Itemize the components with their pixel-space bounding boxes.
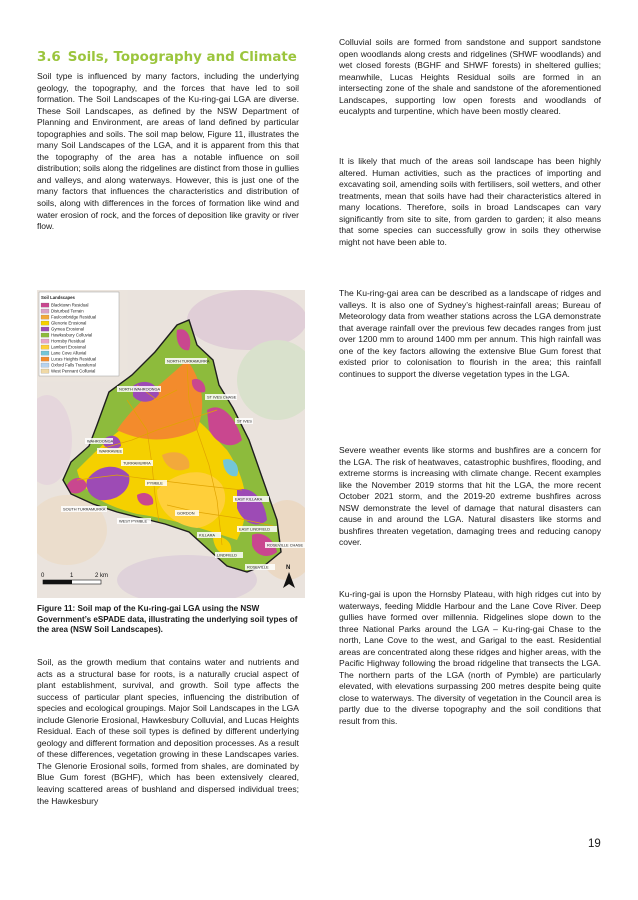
paragraph-rainfall: The Ku-ring-gai area can be described as a landscape of ridges and valleys. It is also one of Sydney’s highest-rainfall areas; Bureau of Meteorology data from weather stations across the LGA demonstrate that average rainfall over the previous few decades ranges from just over 1200 mm to around 1400 mm per annum. This high rainfall was one of the key factors allowing the extensive Blue Gum forest that existed prior to colonisation to flourish in the area; this rainfall continues to support the diverse vegetation types in the LGA. [339, 288, 601, 379]
legend-title: Soil Landscapes [41, 295, 75, 300]
legend-swatch [41, 333, 49, 337]
scale-zero: 0 [41, 573, 45, 579]
label-east-killara: EAST KILLARA [235, 496, 263, 502]
legend-swatch [41, 363, 49, 367]
legend-label: Hornsby Residual [51, 338, 85, 344]
scale-two: 2 km [95, 573, 109, 579]
paragraph-soil-types: Soil type is influenced by many factors, including the underlying geology, the topography, and the forces that have led to soil formation. The Soil Landscapes of the Ku-ring-gai LGA are diverse. These Soil Landscapes, as defined by the NSW Department of Planning and Environment, are areas of land defined by particular topographies and soils. The soil map below, Figure 11, illustrates the many Soil Landscapes of the LGA, and it is apparent from this that the topography of the area has a notable influence on soil distribution; soils along the ridgelines are distinct from those in gullies and valleys, and along waterways. However, this is just one of the many factors that influences the characteristics and distribution of soils, along with differences in the forces of formation like wind and water erosion of rock, and the forces of deposition like gravity or river flow. [37, 71, 299, 232]
legend-label: Hawkesbury Colluvial [51, 332, 93, 338]
legend-swatch [41, 315, 49, 319]
legend-label: Gymea Erosional [51, 326, 84, 332]
label-north-wahroonga: NORTH WAHROONGA [119, 386, 161, 392]
legend-label: Glenorie Erosional [51, 320, 87, 326]
legend-label: Disturbed Terrain [51, 308, 84, 314]
label-st-ives-chase: ST IVES CHASE [207, 394, 237, 400]
legend-swatch [41, 309, 49, 313]
legend-swatch [41, 339, 49, 343]
label-lindfield: LINDFIELD [217, 552, 237, 558]
legend-label: Lambert Erosional [51, 344, 86, 350]
legend-swatch [41, 351, 49, 355]
legend-swatch [41, 303, 49, 307]
legend-swatch [41, 357, 49, 361]
legend-swatch [41, 345, 49, 349]
label-pymble: PYMBLE [147, 480, 163, 486]
soil-map-figure [37, 290, 305, 598]
section-heading [37, 50, 297, 65]
scale-one: 1 [70, 573, 74, 579]
paragraph-severe-weather: Severe weather events like storms and bushfires are a concern for the LGA. The risk of heatwaves, catastrophic bushfires, flooding, and extreme storms is increasing with climate change. Recent examples like the November 2019 storms that hit the LGA, the more recent October 2021 storm, and the 2019-20 extreme bushfires across NSW demonstrate the level of damage that natural disasters can cause in and around the LGA. Natural disasters like storms and bushfires threaten vegetation, damaging trees and reducing canopy cover. [339, 445, 601, 548]
paragraph-colluvial-soils: Colluvial soils are formed from sandstone and support sandstone open woodlands along crests and ridgelines (SHWF woodlands) and wet closed forests (BGHF and SHWF forests) in sheltered gullies; meanwhile, Lucas Heights Residual soils are formed in an intersecting zone of the shale and sandstone of the aforementioned Landscapes, supporting low open forests and woodlands of eucalypts and turpentine, which have been mostly cleared. [339, 37, 601, 117]
legend-label: Lane Cove Alluvial [51, 350, 87, 356]
map-legend [39, 292, 119, 376]
legend-swatch [41, 369, 49, 373]
north-arrow-label: N [286, 565, 291, 571]
label-warrawee: WARRAWEE [99, 448, 123, 454]
label-west-pymble: WEST PYMBLE [119, 518, 148, 524]
label-wahroonga: WAHROONGA [87, 438, 114, 444]
label-turramurra: TURRAMURRA [123, 460, 151, 466]
legend-label: Faulconbridge Residual [51, 314, 97, 320]
legend-label: West Pennant Colluvial [51, 368, 96, 374]
legend-swatch [41, 321, 49, 325]
soil-map [37, 290, 305, 598]
label-north-turramurra: NORTH TURRAMURRA [167, 358, 210, 364]
legend-swatch [41, 327, 49, 331]
label-south-turramurra: SOUTH TURRAMURRA [63, 506, 106, 512]
page-number: 19 [588, 838, 601, 850]
paragraph-topography: Ku-ring-gai is upon the Hornsby Plateau, with high ridges cut into by waterways, feeding Middle Harbour and the Lane Cove River. Deep gullies have formed over millennia. Ridgelines slope down to the three National Parks around the LGA – Ku-ring-gai Chase to the north, Lane Cove to the west, and Garigal to the east. Residential areas are concentrated along these ridges and higher areas, with the Pacific Highway following the broad ridgeline that transects the LGA. The northern parts of the LGA (north of Pymble) are particularly elevated, with elevations surpassing 200 metres despite being quite close to waterways. The diversity of vegetation in the Council area is partly due to the diverse topography and the soil conditions that result from this. [339, 589, 601, 727]
legend-label: Lucas Heights Residual [51, 356, 97, 362]
label-roseville-chase: ROSEVILLE CHASE [267, 542, 304, 548]
label-killara: KILLARA [199, 532, 216, 538]
section-title: Soils, Topography and Climate [67, 50, 297, 65]
label-east-lindfield: EAST LINDFIELD [239, 526, 271, 532]
label-roseville: ROSEVILLE [247, 564, 269, 570]
label-gordon: GORDON [177, 510, 195, 516]
paragraph-altered-soils: It is likely that much of the areas soil landscape has been highly altered. Human activities, such as the practices of importing and excavating soil, amending soils with fertilisers, soil wetters, and other treatments, mean that soils have had their characteristics altered in many locations. Therefore, soils in broad Landscapes can vary significantly from site to site, from garden to garden; it also means that some species can successfully grow in soils they otherwise might not have been able to. [339, 156, 601, 247]
legend-label: Blacktown Residual [51, 302, 89, 308]
legend-label: Oxford Falls Transferral [51, 362, 96, 368]
section-number: 3.6 [37, 50, 61, 65]
figure-caption: Figure 11: Soil map of the Ku-ring-gai LGA using the NSW Government’s eSPADE data, illustrating the underlying soil types of the area (NSW Soil Landscapes). [37, 604, 298, 635]
paragraph-soil-growth: Soil, as the growth medium that contains water and nutrients and acts as a structural base for roots, is a naturally crucial aspect of plant establishment, survival, and growth. Soil type affects the success of particular plant species, influencing the distribution of species and ecological groupings. Major Soil Landscapes in the LGA include Glenorie Erosional, Hawkesbury Colluvial, and Lucas Heights Residual. Each of these soil types is defined by different underlying geology and different formation and deposition processes. As a result of these differences, vegetation growing in these Landscapes varies. The Glenorie Erosional soils, formed from shales, are dominated by Blue Gum forest (BGHF), which has been extensively cleared, leaving scattered areas of bushland and dispersed individual trees; the Hawkesbury [37, 657, 299, 806]
label-st-ives: ST IVES [237, 418, 252, 424]
